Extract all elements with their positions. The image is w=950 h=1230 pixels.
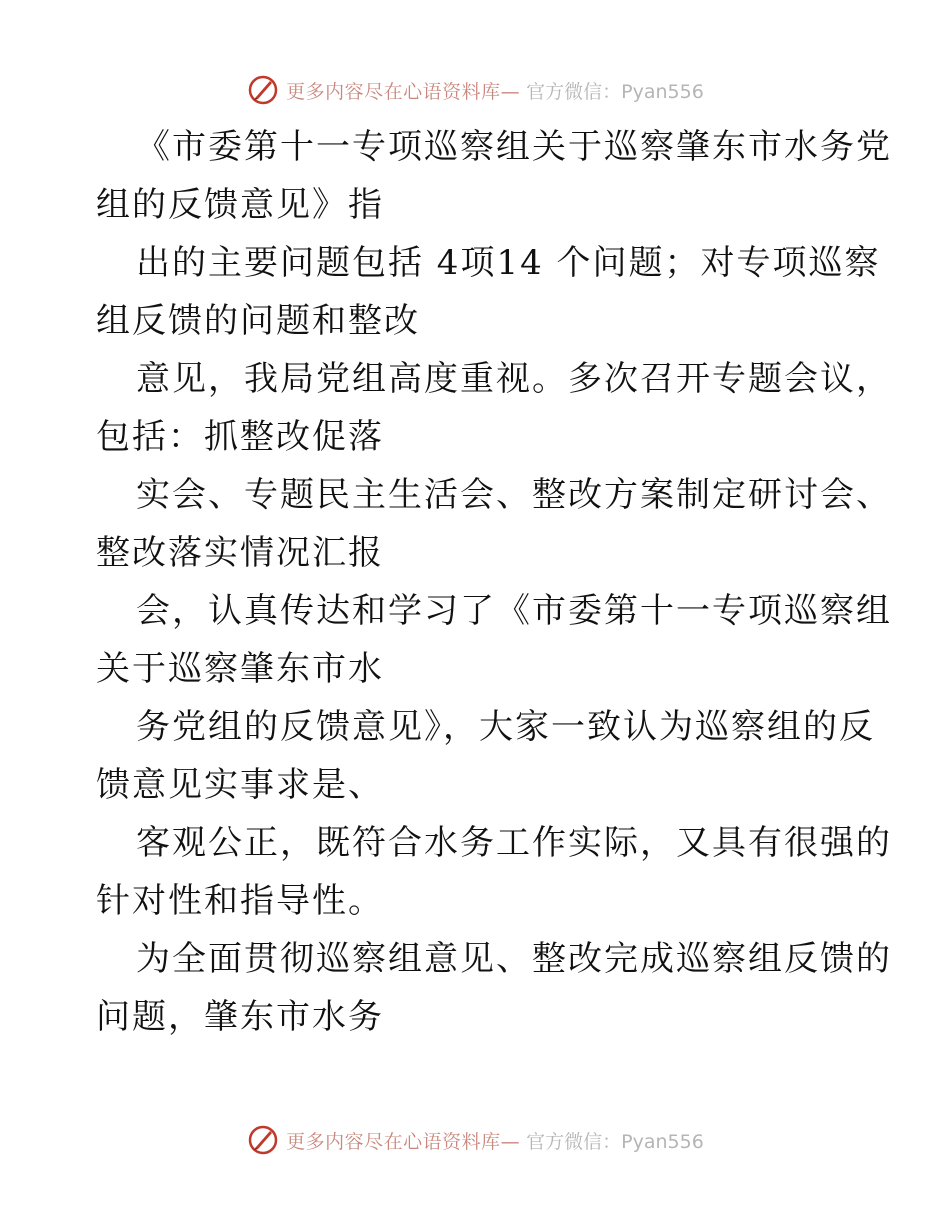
paragraph-line: 针对性和指导性。 [96,881,384,921]
paragraph-line: 出的主要问题包括 4项14 个问题；对专项巡察 [136,243,881,283]
paragraph-line: 问题，肇东市水务 [96,997,384,1037]
paragraph-line: 为全面贯彻巡察组意见、整改完成巡察组反馈的 [136,939,892,979]
paragraph-line: 关于巡察肇东市水 [96,649,384,689]
watermark-wechat: 官方微信：Pyan556 [526,80,704,103]
paragraph-line: 包括：抓整改促落 [96,417,384,457]
paragraph-line: 意见，我局党组高度重视。多次召开专题会议， [136,359,892,399]
watermark-text: 更多内容尽在心语资料库— [286,1130,521,1153]
paragraph-line: 馈意见实事求是、 [96,765,384,805]
paragraph-line: 组反馈的问题和整改 [96,301,420,341]
paragraph-line: 组的反馈意见》指 [96,185,384,225]
paragraph-line: 客观公正，既符合水务工作实际，又具有很强的 [136,823,892,863]
footer-watermark [0,1120,950,1160]
paragraph-line: 整改落实情况汇报 [96,533,384,573]
quill-logo-icon [246,73,280,107]
paragraph-line: 实会、专题民主生活会、整改方案制定研讨会、 [136,475,892,515]
watermark-text: 更多内容尽在心语资料库— [286,80,521,103]
paragraph-line: 务党组的反馈意见》，大家一致认为巡察组的反 [136,707,875,747]
quill-logo-icon [246,1123,280,1157]
header-watermark [0,70,950,110]
paragraph-line: 会，认真传达和学习了《市委第十一专项巡察组 [136,591,892,631]
watermark-wechat: 官方微信：Pyan556 [526,1130,704,1153]
document-body [96,118,892,1046]
paragraph-line: 《市委第十一专项巡察组关于巡察肇东市水务党 [136,127,892,167]
